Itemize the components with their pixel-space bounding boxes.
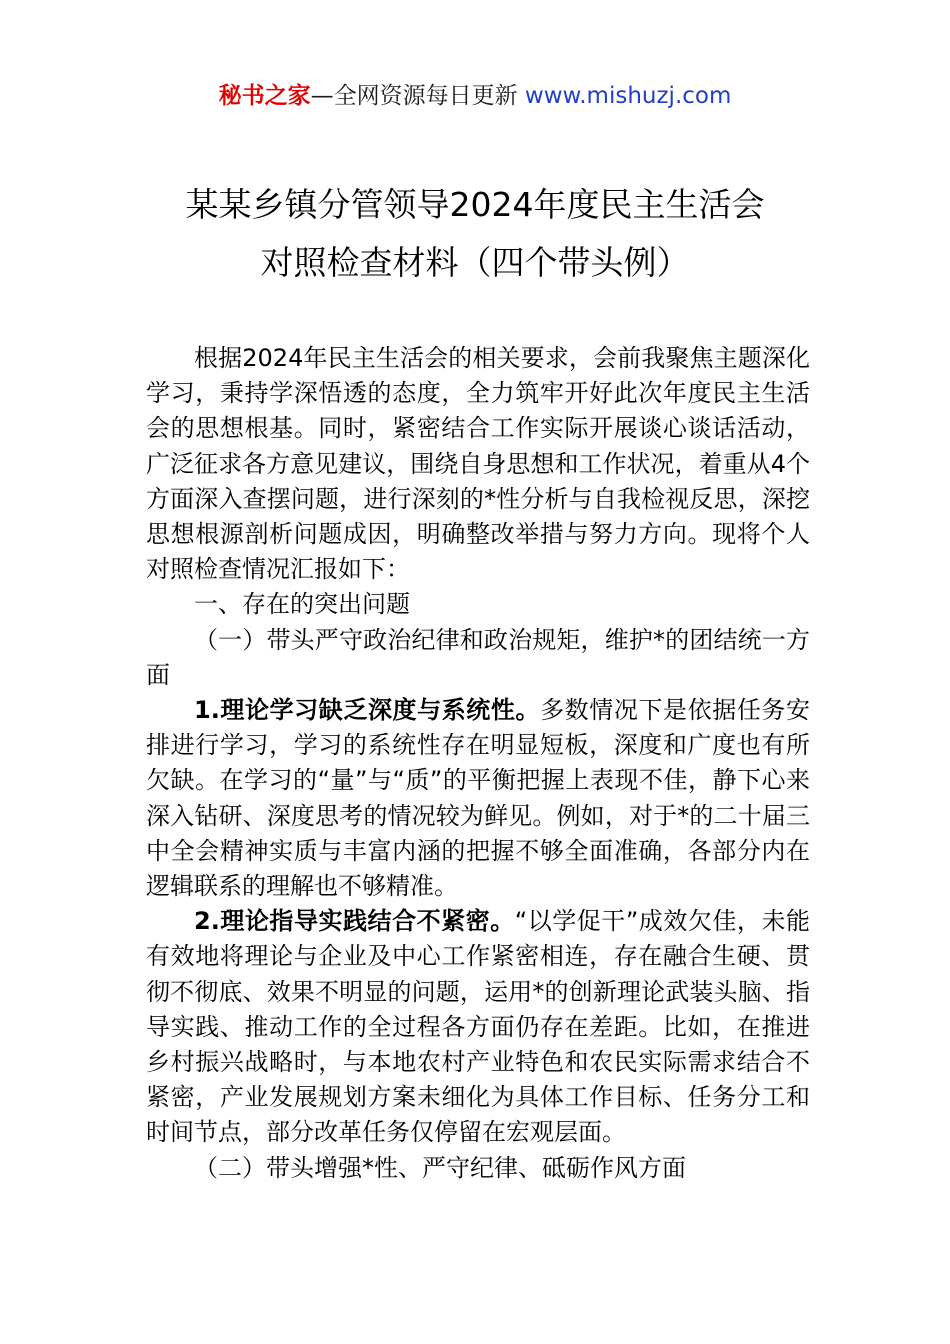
site-header-banner <box>0 80 950 112</box>
document-title <box>0 176 950 292</box>
document-body <box>146 341 810 1186</box>
site-brand: 秘书之家 <box>218 83 311 109</box>
intro-paragraph: 根据2024年民主生活会的相关要求，会前我聚焦主题深化学习，秉持学深悟透的态度，全力筑牢开好此次年度民主生活会的思想根基。同时，紧密结合工作实际开展谈心谈话活动，广泛征求各方意见建议，围绕自身思想和工作状况，着重从4个方面深入查摆问题，进行深刻的*性分析与自我检视反思，深挖思想根源剖析问题成因，明确整改举措与努力方向。现将个人对照检查情况汇报如下： <box>146 344 810 584</box>
subsection-heading-1: （一）带头严守政治纪律和政治规矩，维护*的团结统一方面 <box>146 625 810 689</box>
problem-item-2 <box>146 904 810 1150</box>
title-line-1: 某某乡镇分管领导2024年度民主生活会 <box>185 185 765 224</box>
problem-item-1-title: 1.理论学习缺乏深度与系统性。 <box>194 696 541 725</box>
subsection-heading-2: （二）带头增强*性、严守纪律、砥砺作风方面 <box>194 1153 686 1182</box>
problem-item-1 <box>146 693 810 904</box>
problem-item-2-title: 2.理论指导实践结合不紧密。 <box>194 907 515 936</box>
problem-item-1-text: 多数情况下是依据任务安排进行学习，学习的系统性存在明显短板，深度和广度也有所欠缺。在学习的“量”与“质”的平衡把握上表现不佳，静下心来深入钻研、深度思考的情况较为鲜见。例如，对于*的二十届三中全会精神实质与丰富内涵的把握不够全面准确，各部分内在逻辑联系的理解也不够精准。 <box>146 696 810 901</box>
section-heading-1: 一、存在的突出问题 <box>194 590 410 619</box>
site-slogan: —全网资源每日更新 <box>310 83 525 109</box>
problem-item-2-text: “以学促干”成效欠佳，未能有效地将理论与企业及中心工作紧密相连，存在融合生硬、贯彻不彻底、效果不明显的问题，运用*的创新理论武装头脑、指导实践、推动工作的全过程各方面仍存在差距。比如，在推进乡村振兴战略时，与本地农村产业特色和农民实际需求结合不紧密，产业发展规划方案未细化为具体工作目标、任务分工和时间节点，部分改革任务仅停留在宏观层面。 <box>146 907 810 1147</box>
title-line-2: 对照检查材料（四个带头例） <box>260 243 690 282</box>
site-url-link[interactable]: www.mishuzj.com <box>524 83 732 109</box>
